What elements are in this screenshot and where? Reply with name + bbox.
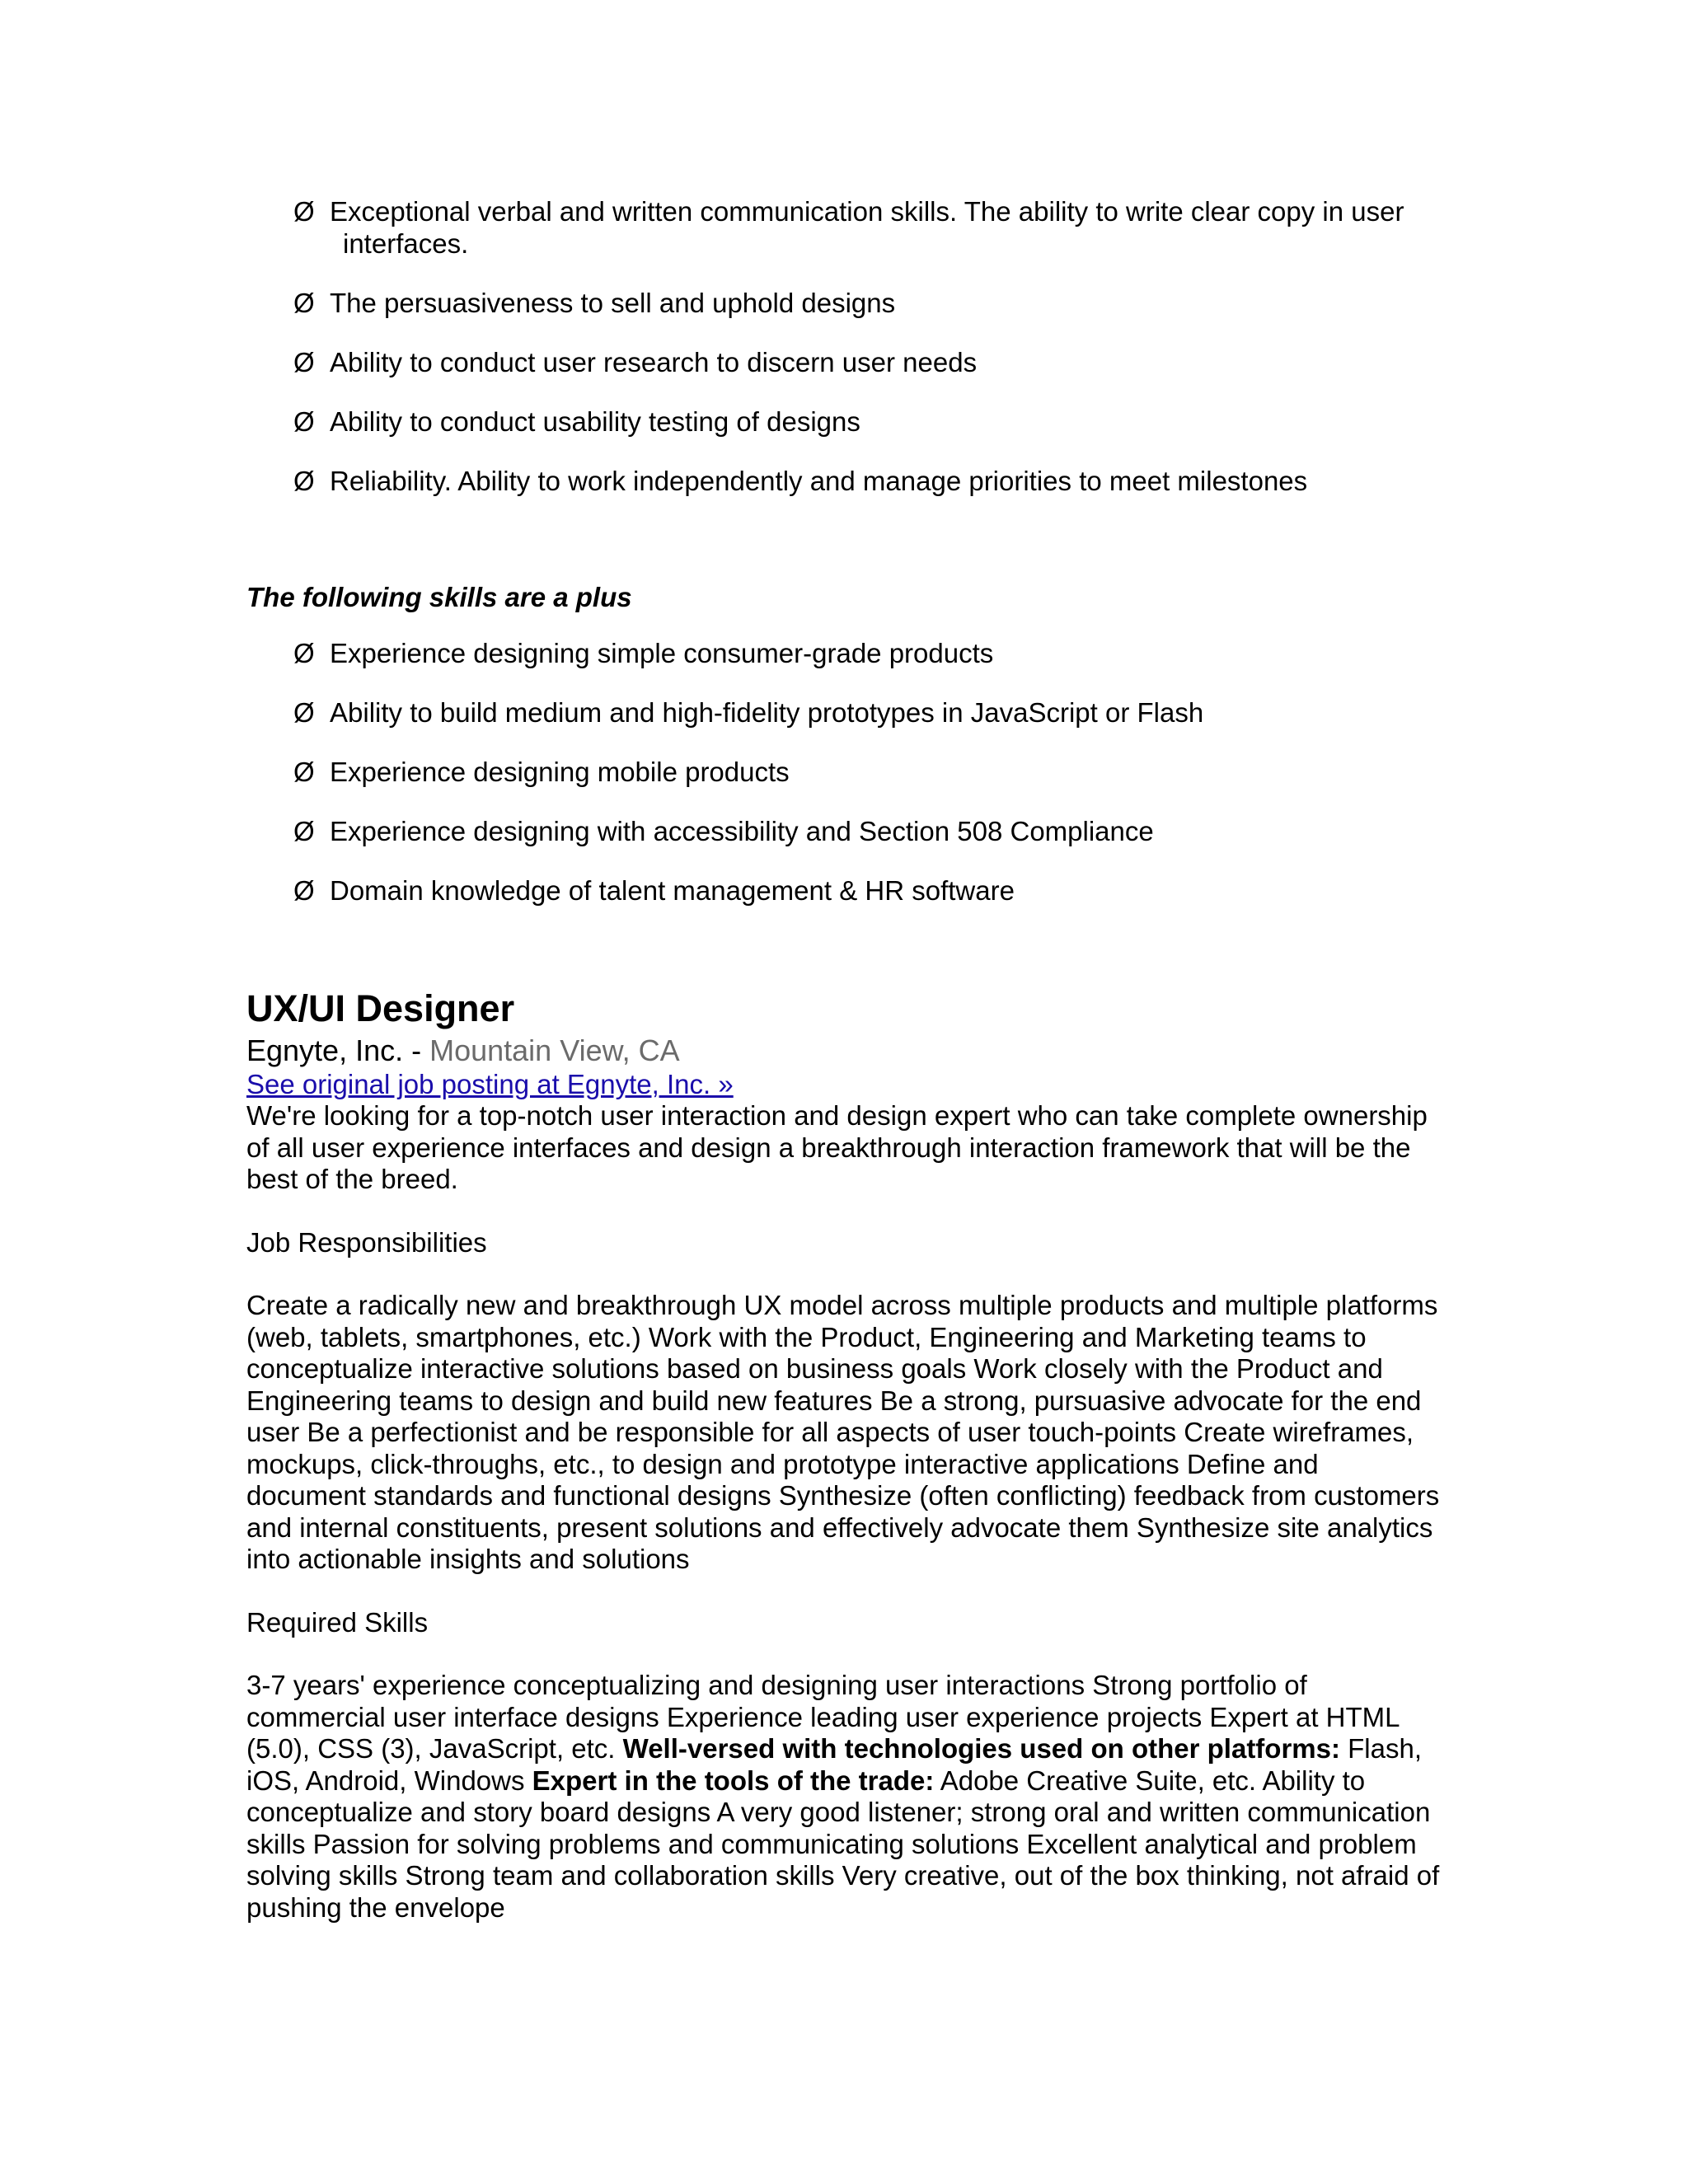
list-item	[293, 465, 1447, 497]
list-item-text: Exceptional verbal and written communication skills. The ability to write clear copy in user	[330, 196, 1404, 227]
list-item	[293, 346, 1447, 378]
list-item-text: Domain knowledge of talent management & HR software	[330, 875, 1015, 906]
section-heading-plus-skills: The following skills are a plus	[246, 582, 632, 612]
requirements-list	[293, 195, 1447, 524]
bullet-icon: Ø	[293, 466, 315, 496]
bullet-icon: Ø	[293, 757, 315, 787]
bullet-icon: Ø	[293, 816, 315, 846]
job-location: Mountain View, CA	[429, 1033, 680, 1067]
skills-text: 3-7 years' experience conceptualizing and designing user interactions Strong portfolio of commercial user interface designs Experience leading user experience projects Expert at HTML (5.0), CSS (3), JavaScript, etc. Well-versed with technologies used on other platforms: Flash, iOS, Android, Windows Expert in the tools of the trade: Adobe Creative Suite, etc. Ability to conceptualize and story board designs A very good listener; strong oral and written communication skills Passion for solving problems and communicating solutions Excellent analytical and problem solving skills Strong team and collaboration skills Very creative, out of the box thinking, not afraid of pushing the envelope	[246, 1670, 1440, 1923]
job-intro: We're looking for a top-notch user interaction and design expert who can take complete ownership of all user experience interfaces and design a breakthrough interaction framework that will be the best of the breed.	[246, 1100, 1428, 1194]
list-item	[293, 405, 1447, 438]
bullet-icon: Ø	[293, 406, 315, 437]
skills-bold-tools: Expert in the tools of the trade:	[532, 1765, 935, 1796]
list-item-text: Reliability. Ability to work independently and manage priorities to meet milestones	[330, 466, 1308, 496]
bullet-icon: Ø	[293, 875, 315, 906]
job-company-line	[246, 1033, 1442, 1068]
responsibilities-heading: Job Responsibilities	[246, 1226, 487, 1258]
bullet-icon: Ø	[293, 638, 315, 668]
original-posting-link[interactable]: See original job posting at Egnyte, Inc. »	[246, 1069, 734, 1099]
list-item	[293, 287, 1447, 319]
company-name: Egnyte, Inc.	[246, 1033, 404, 1067]
list-item-text-continued: interfaces.	[343, 228, 469, 259]
list-item	[293, 195, 1447, 260]
bullet-icon: Ø	[293, 347, 315, 377]
list-item	[293, 874, 1447, 907]
list-item-text: The persuasiveness to sell and uphold designs	[330, 288, 896, 318]
list-item-text: Experience designing with accessibility and Section 508 Compliance	[330, 816, 1154, 846]
job-title: UX/UI Designer	[246, 987, 515, 1029]
skills-heading: Required Skills	[246, 1606, 429, 1638]
plus-skills-list	[293, 637, 1447, 934]
skills-bold-platforms: Well-versed with technologies used on other platforms:	[622, 1733, 1340, 1764]
list-item-text: Ability to build medium and high-fidelity prototypes in JavaScript or Flash	[330, 697, 1204, 728]
list-item-text: Experience designing simple consumer-grade products	[330, 638, 994, 668]
list-item	[293, 756, 1447, 788]
list-item	[293, 815, 1447, 847]
job-posting	[246, 987, 1442, 1924]
responsibilities-text: Create a radically new and breakthrough UX model across multiple products and multiple platforms (web, tablets, smartphones, etc.) Work with the Product, Engineering and Marketing teams to conceptualize interactive solutions based on business goals Work closely with the Product and Engineering teams to design and build new features Be a strong, pursuasive advocate for the end user Be a perfectionist and be responsible for all aspects of user touch-points Create wireframes, mockups, click-throughs, etc., to design and prototype interactive applications Define and document standards and functional designs Synthesize (often conflicting) feedback from customers and internal constituents, present solutions and effectively advocate them Synthesize site analytics into actionable insights and solutions	[246, 1290, 1440, 1574]
list-item-text: Ability to conduct usability testing of designs	[330, 406, 860, 437]
company-separator: -	[403, 1033, 430, 1067]
bullet-icon: Ø	[293, 697, 315, 728]
bullet-icon: Ø	[293, 288, 315, 318]
bullet-icon: Ø	[293, 196, 315, 227]
list-item	[293, 696, 1447, 729]
list-item-text: Ability to conduct user research to discern user needs	[330, 347, 978, 377]
list-item-text: Experience designing mobile products	[330, 757, 790, 787]
list-item	[293, 637, 1447, 669]
